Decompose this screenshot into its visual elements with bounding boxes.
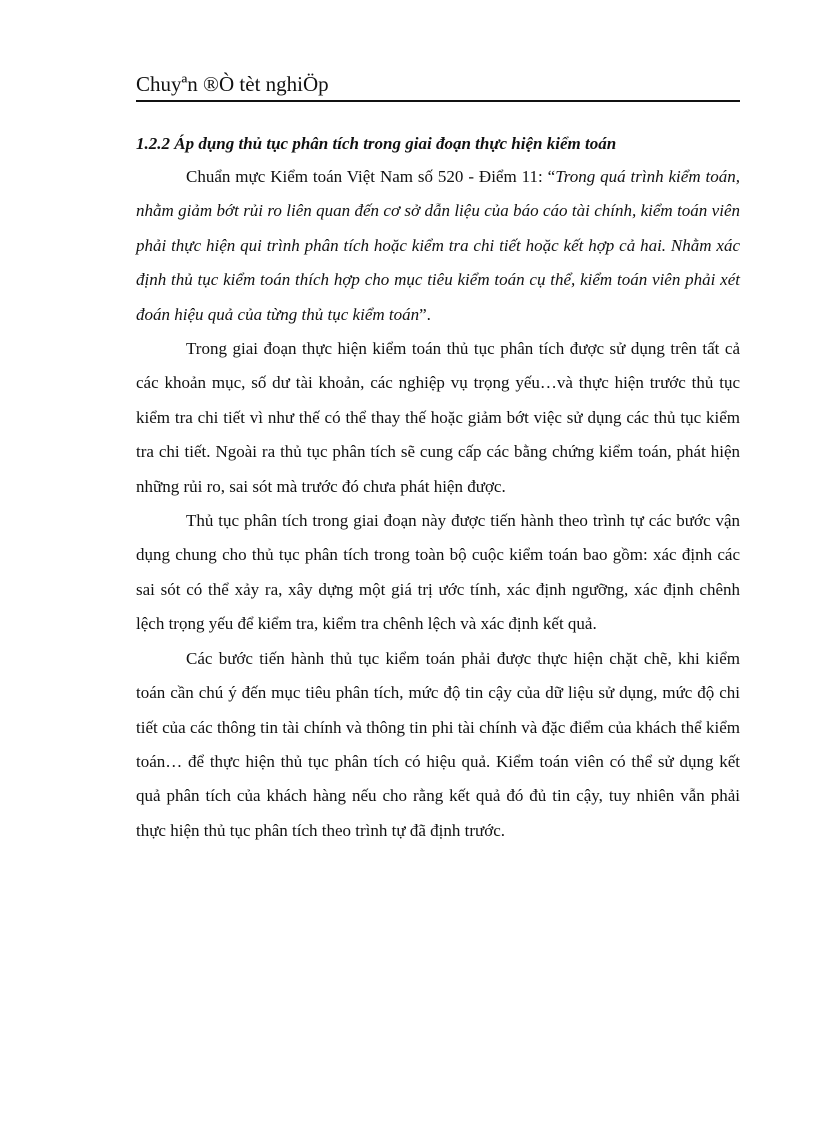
paragraph-2: Trong giai đoạn thực hiện kiểm toán thủ tục phân tích được sử dụng trên tất cả các khoản mục, số dư tài khoản, các nghiệp vụ trọng yếu…và thực hiện trước thủ tục kiểm tra chi tiết vì như thế có thể thay thế hoặc giảm bớt việc sử dụng các thủ tục kiểm tra chi tiết. Ngoài ra thủ tục phân tích sẽ cung cấp các bằng chứng kiểm toán, phát hiện những rủi ro, sai sót mà trước đó chưa phát hiện được. xyxy=(136,339,740,496)
paragraph-1-lead: Chuẩn mực Kiểm toán Việt Nam số 520 - Điểm 11: “ xyxy=(186,167,556,186)
page-header xyxy=(136,70,740,102)
paragraph-1-quote: Trong quá trình kiểm toán, nhằm giảm bớt rủi ro liên quan đến cơ sở dẫn liệu của báo cáo tài chính, kiểm toán viên phải thực hiện qui trình phân tích hoặc kiểm tra chi tiết hoặc kết hợp cả hai. Nhằm xác định thủ tục kiểm toán thích hợp cho mục tiêu kiểm toán cụ thể, kiểm toán viên phải xét đoán hiệu quả của từng thủ tục kiểm toán xyxy=(136,167,740,324)
paragraph-1-tail: ”. xyxy=(419,304,431,324)
header-title: Chuyªn ®Ò tèt nghiÖp xyxy=(136,72,329,96)
paragraph-4: Các bước tiến hành thủ tục kiểm toán phải được thực hiện chặt chẽ, khi kiểm toán cần chú ý đến mục tiêu phân tích, mức độ tin cậy của dữ liệu sử dụng, mức độ chi tiết của các thông tin tài chính và thông tin phi tài chính và đặc điểm của khách thể kiểm toán… để thực hiện thủ tục phân tích có hiệu quả. Kiểm toán viên có thể sử dụng kết quả phân tích của khách hàng nếu cho rằng kết quả đó đủ tin cậy, tuy nhiên vẫn phải thực hiện thủ tục phân tích theo trình tự đã định trước. xyxy=(136,648,740,840)
document-body xyxy=(136,128,740,848)
paragraph-1 xyxy=(136,160,740,332)
section-heading: 1.2.2 Áp dụng thủ tục phân tích trong giai đoạn thực hiện kiểm toán xyxy=(136,134,617,153)
paragraph-3: Thủ tục phân tích trong giai đoạn này được tiến hành theo trình tự các bước vận dụng chung cho thủ tục phân tích trong toàn bộ cuộc kiểm toán bao gồm: xác định các sai sót có thể xảy ra, xây dựng một giá trị ước tính, xác định ngưỡng, xác định chênh lệch trọng yếu để kiểm tra, kiểm tra chênh lệch và xác định kết quả. xyxy=(136,511,740,634)
